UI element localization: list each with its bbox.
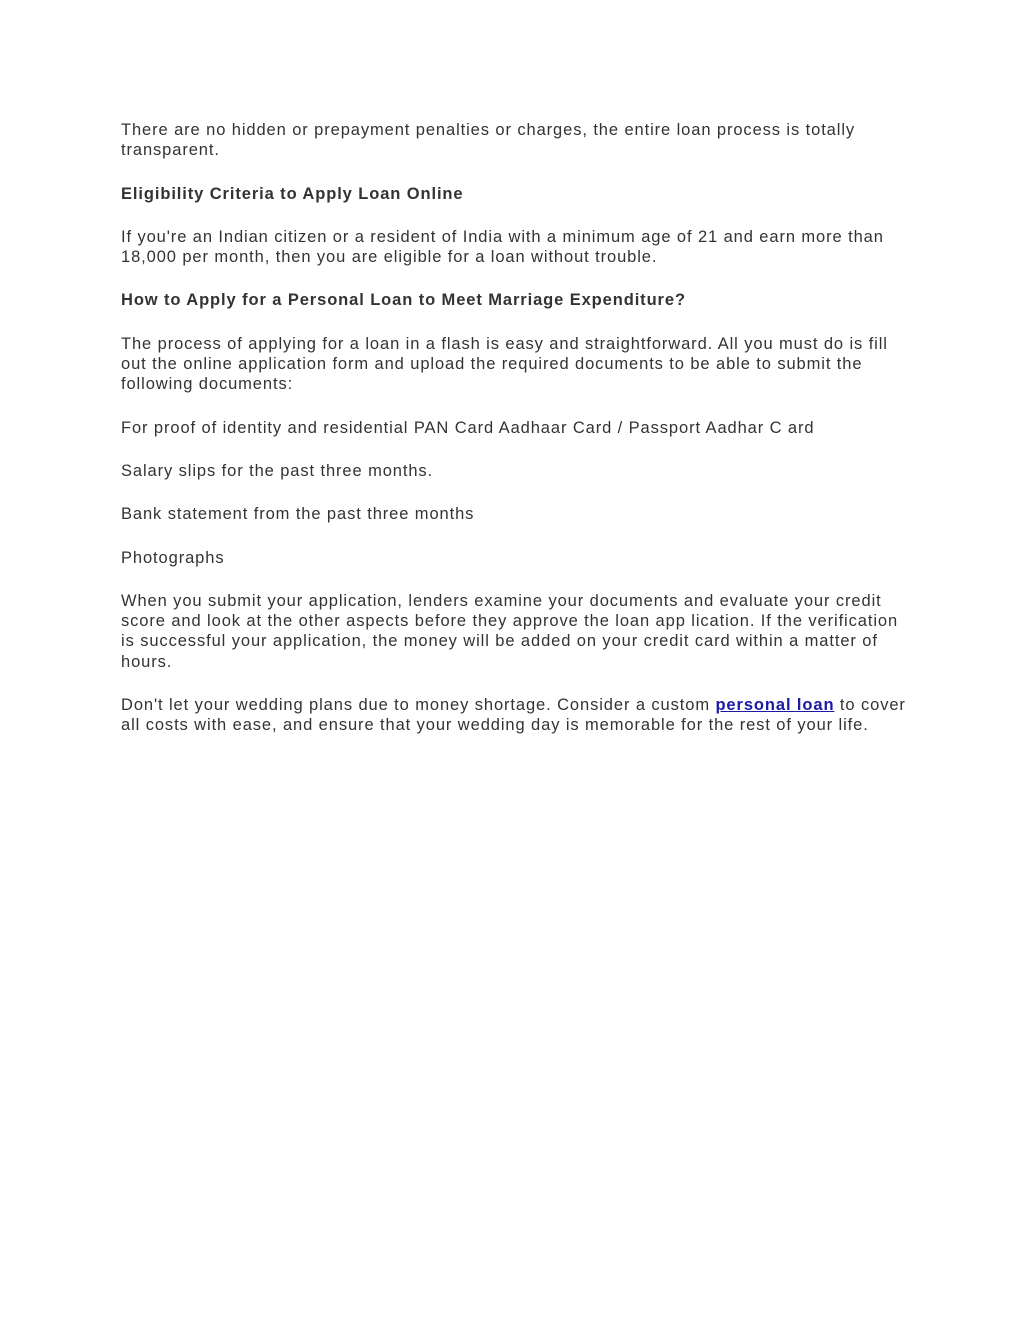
personal-loan-link[interactable]: personal loan	[715, 696, 835, 715]
paragraph-conclusion	[121, 695, 911, 736]
paragraph-salary-slips: Salary slips for the past three months.	[121, 461, 434, 480]
document-body	[121, 120, 911, 759]
paragraph-identity-proof: For proof of identity and residential PAN Card Aadhaar Card / Passport Aadhar C ard	[121, 418, 815, 437]
conclusion-text-after: to cover all costs with ease, and ensure that your wedding day is memorable for the rest of your life.	[121, 696, 906, 735]
paragraph-verification: When you submit your application, lenders examine your documents and evaluate your credit score and look at the other aspects before they approve the loan app lication. If the verification is successful your application, the money will be added on your credit card within a matter of hours.	[121, 591, 899, 671]
paragraph-bank-statement: Bank statement from the past three months	[121, 505, 475, 524]
conclusion-text-before: Don't let your wedding plans due to money shortage. Consider a custom	[121, 696, 716, 715]
heading-eligibility: Eligibility Criteria to Apply Loan Online	[121, 184, 464, 203]
heading-how-to-apply: How to Apply for a Personal Loan to Meet Marriage Expenditure?	[121, 291, 686, 310]
paragraph-photographs: Photographs	[121, 548, 225, 567]
paragraph-transparency: There are no hidden or prepayment penalties or charges, the entire loan process is totally transparent.	[121, 121, 856, 160]
paragraph-eligibility: If you're an Indian citizen or a resident of India with a minimum age of 21 and earn more than 18,000 per month, then you are eligible for a loan without trouble.	[121, 227, 884, 267]
paragraph-process: The process of applying for a loan in a flash is easy and straightforward. All you must do is fill out the online application form and upload the required documents to be able to submit the following documents:	[121, 334, 888, 394]
